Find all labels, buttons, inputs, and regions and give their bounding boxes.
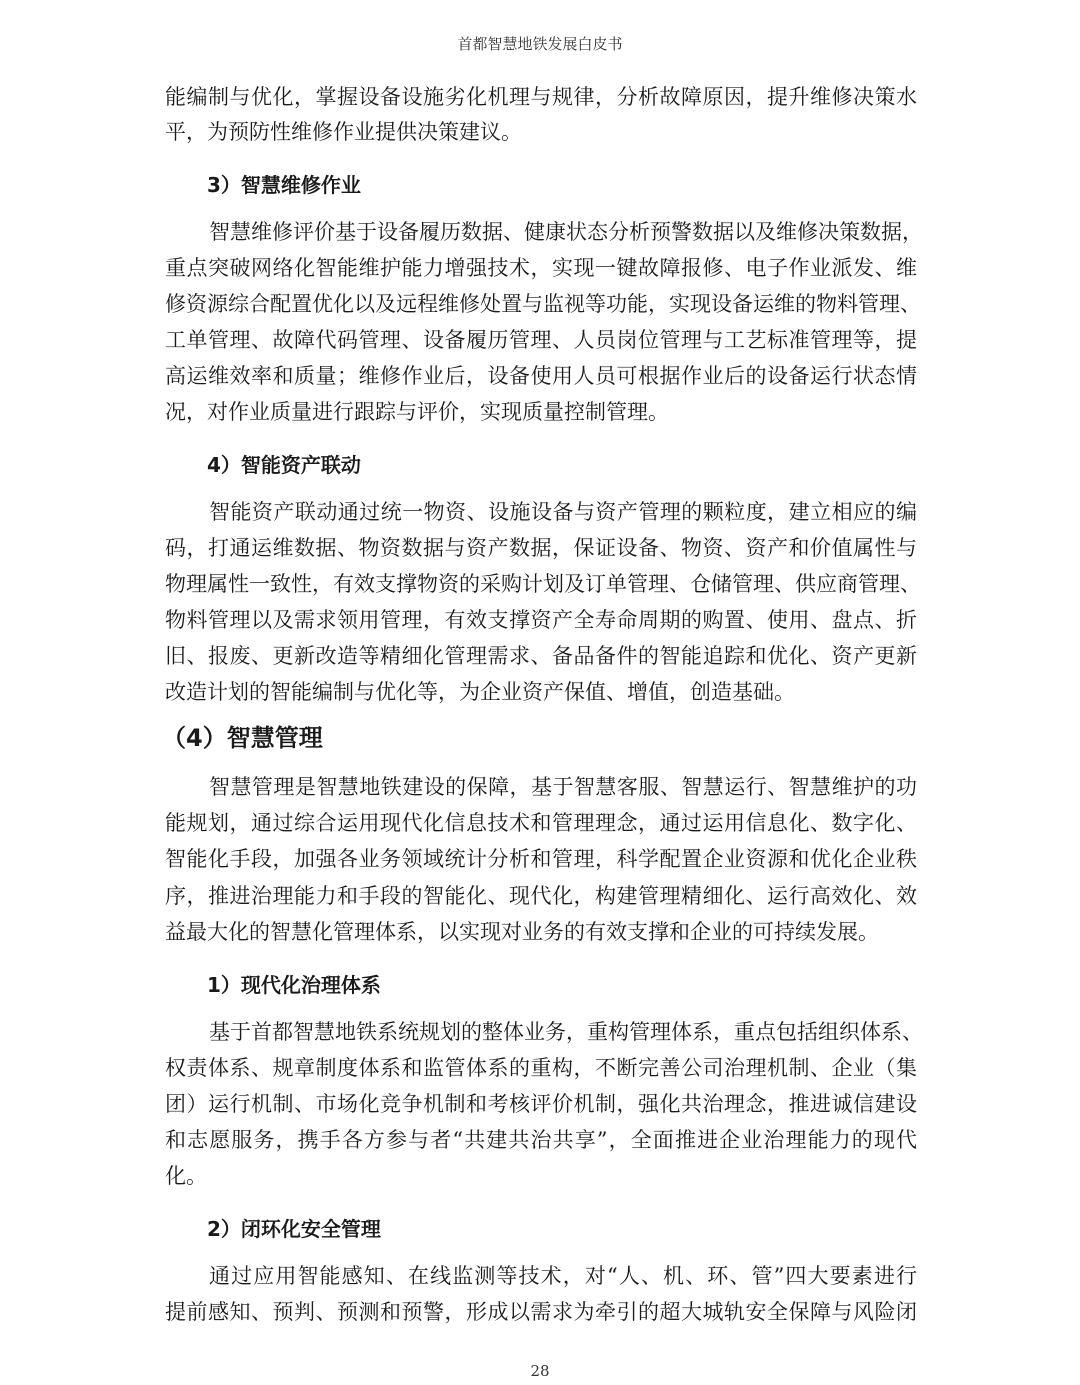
paragraph-line: 工单管理、故障代码管理、设备履历管理、人员岗位管理与工艺标准管理等，提: [165, 328, 917, 352]
paragraph-line: 高运维效率和质量；维修作业后，设备使用人员可根据作业后的设备运行状态情: [165, 364, 917, 388]
paragraph-line: 智能化手段，加强各业务领域统计分析和管理，科学配置企业资源和优化企业秩: [165, 847, 917, 871]
paragraph-line: 智慧维修评价基于设备履历数据、健康状态分析预警数据以及维修决策数据，: [209, 220, 923, 244]
paragraph-line: 能规划，通过综合运用现代化信息技术和管理理念，通过运用信息化、数字化、: [165, 811, 917, 835]
paragraph-line: 物理属性一致性，有效支撑物资的采购计划及订单管理、仓储管理、供应商管理、: [165, 572, 921, 596]
paragraph-line: 重点突破网络化智能维护能力增强技术，实现一键故障报修、电子作业派发、维: [165, 256, 917, 280]
page-number: 28: [530, 1362, 550, 1380]
paragraph-line: 码，打通运维数据、物资数据与资产数据，保证设备、物资、资产和价值属性与: [165, 536, 917, 560]
paragraph-line: 权责体系、规章制度体系和监管体系的重构，不断完善公司治理机制、企业（集: [165, 1056, 917, 1080]
subsection-heading: 4）智能资产联动: [207, 453, 361, 477]
paragraph-line: 化。: [165, 1164, 207, 1188]
paragraph-line: 序，推进治理能力和手段的智能化、现代化，构建管理精细化、运行高效化、效: [165, 884, 917, 908]
paragraph-line: 和志愿服务，携手各方参与者“共建共治共享”，全面推进企业治理能力的现代: [165, 1128, 917, 1152]
paragraph-line: 基于首都智慧地铁系统规划的整体业务，重构管理体系，重点包括组织体系、: [209, 1020, 923, 1044]
paragraph-line: 能编制与优化，掌握设备设施劣化机理与规律，分析故障原因，提升维修决策水: [165, 85, 917, 109]
paragraph-line: 通过应用智能感知、在线监测等技术，对“人、机、环、管”四大要素进行: [209, 1264, 917, 1288]
paragraph-line: 旧、报废、更新改造等精细化管理需求、备品备件的智能追踪和优化、资产更新: [165, 644, 917, 668]
subsection-heading: 2）闭环化安全管理: [207, 1217, 381, 1241]
paragraph-line: 物料管理以及需求领用管理，有效支撑资产全寿命周期的购置、使用、盘点、折: [165, 608, 917, 632]
paragraph-line: 况，对作业质量进行跟踪与评价，实现质量控制管理。: [165, 400, 669, 424]
paragraph-line: 智能资产联动通过统一物资、设施设备与资产管理的颗粒度，建立相应的编: [209, 500, 917, 524]
paragraph-line: 修资源综合配置优化以及远程维修处置与监视等功能，实现设备运维的物料管理、: [165, 292, 921, 316]
paragraph-line: 改造计划的智能编制与优化等，为企业资产保值、增值，创造基础。: [165, 680, 795, 704]
paragraph-line: 提前感知、预判、预测和预警，形成以需求为牵引的超大城轨安全保障与风险闭: [165, 1300, 917, 1324]
paragraph-line: 平，为预防性维修作业提供决策建议。: [165, 120, 522, 144]
subsection-heading: 1）现代化治理体系: [207, 973, 381, 997]
subsection-heading: 3）智慧维修作业: [207, 173, 361, 197]
paragraph-line: 团）运行机制、市场化竞争机制和考核评价机制，强化共治理念，推进诚信建设: [165, 1092, 917, 1116]
running-header: 首都智慧地铁发展白皮书: [457, 35, 623, 53]
paragraph-line: 益最大化的智慧化管理体系，以实现对业务的有效支撑和企业的可持续发展。: [165, 920, 879, 944]
paragraph-line: 智慧管理是智慧地铁建设的保障，基于智慧客服、智慧运行、智慧维护的功: [209, 775, 917, 799]
section-heading: （4）智慧管理: [162, 724, 323, 752]
